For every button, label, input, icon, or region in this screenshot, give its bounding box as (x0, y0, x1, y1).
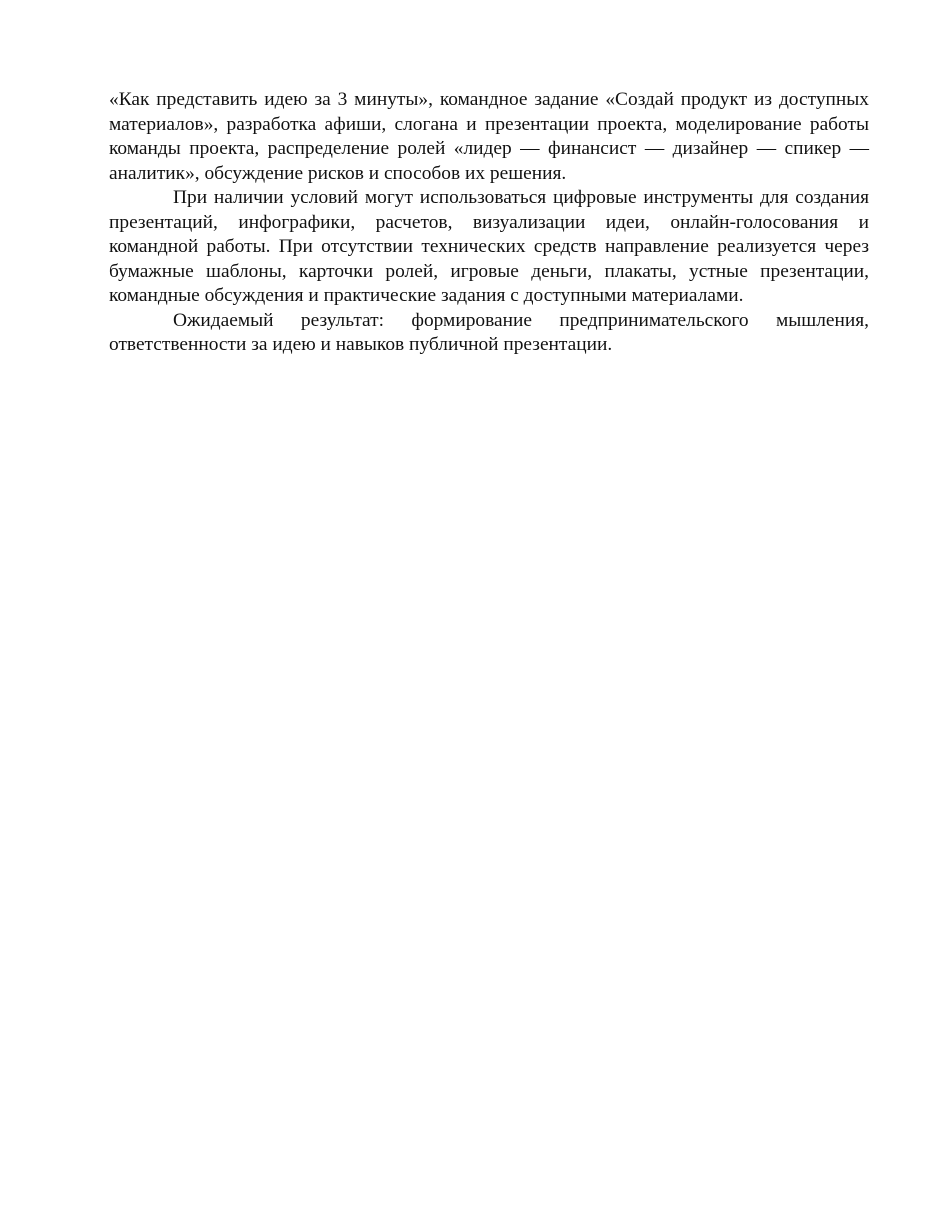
paragraph-digital-tools: При наличии условий могут использоваться цифровые инструменты для создания презентаций, инфографики, расчетов, визуализации идеи, онлайн-голосования и командной работы. При отсутствии технических средств направление реализуется через бумажные шаблоны, карточки ролей, игровые деньги, плакаты, устные презентации, командные обсуждения и практические задания с доступными материалами. (109, 187, 869, 306)
paragraph-expected-result: Ожидаемый результат: формирование предпринимательского мышления, ответственности за идею и навыков публичной презентации. (109, 309, 869, 355)
document-body (109, 88, 869, 358)
paragraph-continuation: «Как представить идею за 3 минуты», командное задание «Создай продукт из доступных материалов», разработка афиши, слогана и презентации проекта, моделирование работы команды проекта, распределение ролей «лидер — финансист — дизайнер — спикер — аналитик», обсуждение рисков и способов их решения. (109, 89, 869, 184)
